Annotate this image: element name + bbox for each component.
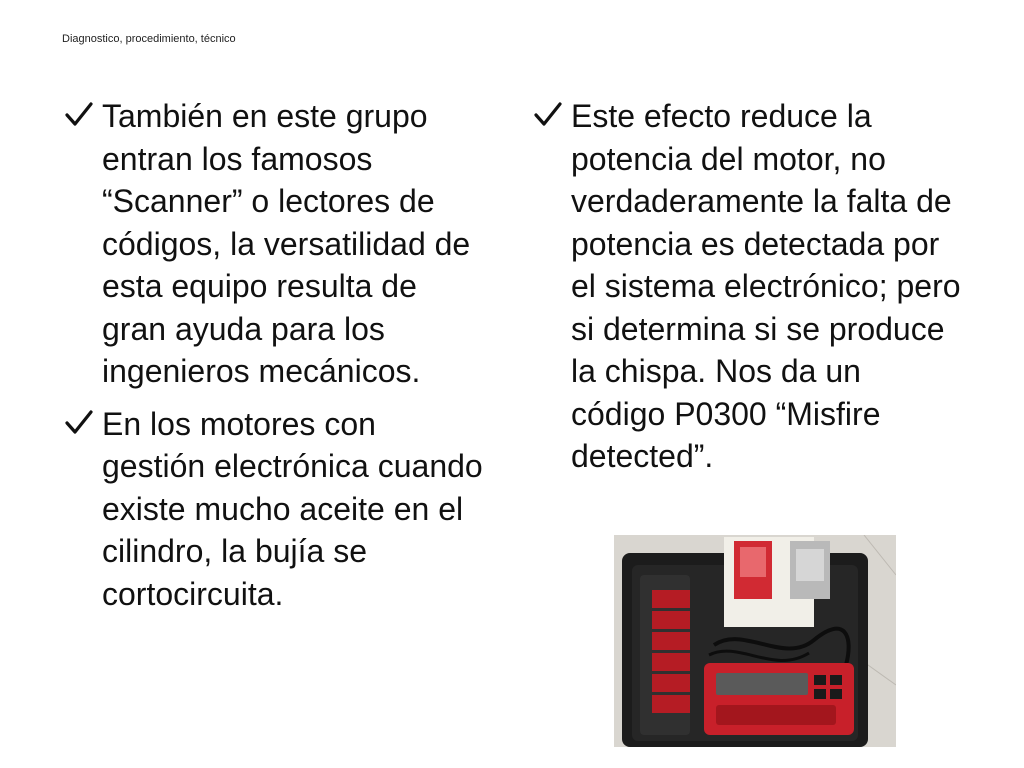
right-column bbox=[533, 95, 963, 488]
checkmark-icon bbox=[533, 99, 563, 129]
slide-header: Diagnostico, procedimiento, técnico bbox=[62, 33, 236, 45]
checkmark-icon bbox=[64, 99, 94, 129]
bullet-text: Este efecto reduce la potencia del motor, no verdaderamente la falta de potencia es detectada por el sistema electrónico; pero si determina si se produce la chispa. Nos da un código P0300 “Misfire detected”. bbox=[571, 98, 961, 474]
left-column bbox=[64, 95, 484, 625]
bullet-text: También en este grupo entran los famosos “Scanner” o lectores de códigos, la versatilidad de esta equipo resulta de gran ayuda para los ingenieros mecánicos. bbox=[102, 98, 471, 389]
bullet-text: En los motores con gestión electrónica cuando existe mucho aceite en el cilindro, la bujía se cortocircuita. bbox=[102, 405, 483, 612]
bullet-item bbox=[64, 403, 484, 616]
bullet-item bbox=[533, 95, 963, 478]
checkmark-icon bbox=[64, 407, 94, 437]
bullet-item bbox=[64, 95, 484, 393]
scanner-kit-photo bbox=[614, 535, 896, 747]
